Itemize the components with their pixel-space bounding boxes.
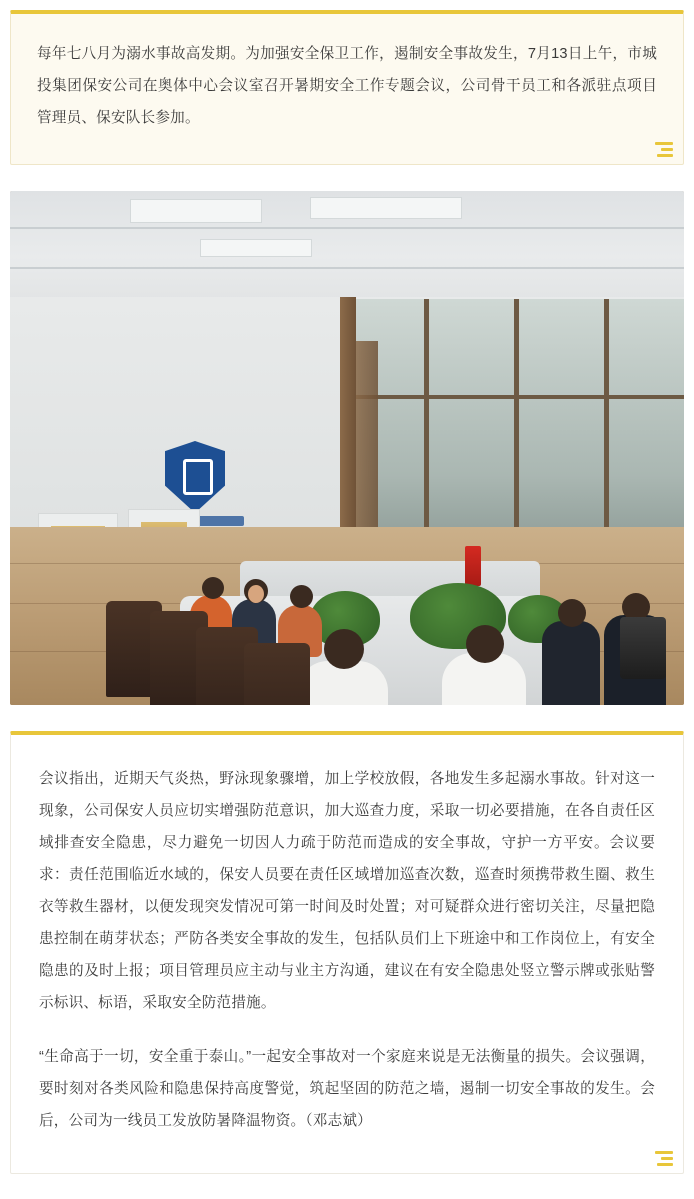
photo-wood-column: [356, 341, 378, 551]
photo-person-face: [248, 585, 264, 603]
photo-person-guard: [542, 621, 600, 705]
body-paragraph-1: 会议指出，近期天气炎热，野泳现象骤增，加上学校放假，各地发生多起溺水事故。针对这一现象，公司保安人员应切实增强防范意识，加大巡查力度，采取一切必要措施，在各自责任区域排查安全隐患，尽力避免一切因人力疏于防范而造成的安全事故，守护一方平安。会议要求：责任范围临近水域的，保安人员要在责任区域增加巡查次数，巡查时须携带救生圈、救生衣等救生器材，以便发现突发情况可第一时间及时处置；对可疑群众进行密切关注，尽量把隐患控制在萌芽状态；严防各类安全事故的发生，包括队员们上下班途中和工作岗位上，有安全隐患的及时上报；项目管理员应主动与业主方沟通，建议在有安全隐患处竖立警示牌或张贴警示标识、标语，采取安全防范措施。: [39, 771, 655, 1011]
photo-wood-column: [340, 297, 356, 551]
meeting-photo: [10, 191, 684, 705]
photo-ceiling-panel: [130, 199, 262, 223]
decorative-corner-icon: [655, 1151, 673, 1165]
photo-person-head: [202, 577, 224, 599]
photo-ceiling-panel: [310, 197, 462, 219]
photo-illustration: [10, 191, 684, 705]
photo-ceiling-panel: [200, 239, 312, 257]
photo-person-head: [466, 625, 504, 663]
photo-trash-bin: [620, 617, 666, 679]
photo-ceiling-line: [10, 227, 684, 229]
photo-person-head: [558, 599, 586, 627]
body-paragraph-2: “生命高于一切，安全重于泰山。”一起安全事故对一个家庭来说是无法衡量的损失。会议强调，要时刻对各类风险和隐患保持高度警觉，筑起坚固的防范之墙，遏制一切安全事故的发生。会后，公司为一线员工发放防暑降温物资。（邓志斌）: [39, 1049, 655, 1129]
photo-person-head: [290, 585, 313, 608]
intro-paragraph: 每年七八月为溺水事故高发期。为加强安全保卫工作，遏制安全事故发生，7月13日上午，市城投集团保安公司在奥体中心会议室召开暑期安全工作专题会议，公司骨干员工和各派驻点项目管理员、保安队长参加。: [37, 46, 657, 126]
intro-card: [10, 10, 684, 165]
photo-chair: [244, 643, 310, 705]
photo-desk-flag: [465, 546, 481, 586]
photo-person-head: [324, 629, 364, 669]
decorative-corner-icon: [655, 142, 673, 156]
photo-glass-partition: [351, 299, 684, 551]
body-card: [10, 731, 684, 1174]
photo-ceiling-line: [10, 267, 684, 269]
